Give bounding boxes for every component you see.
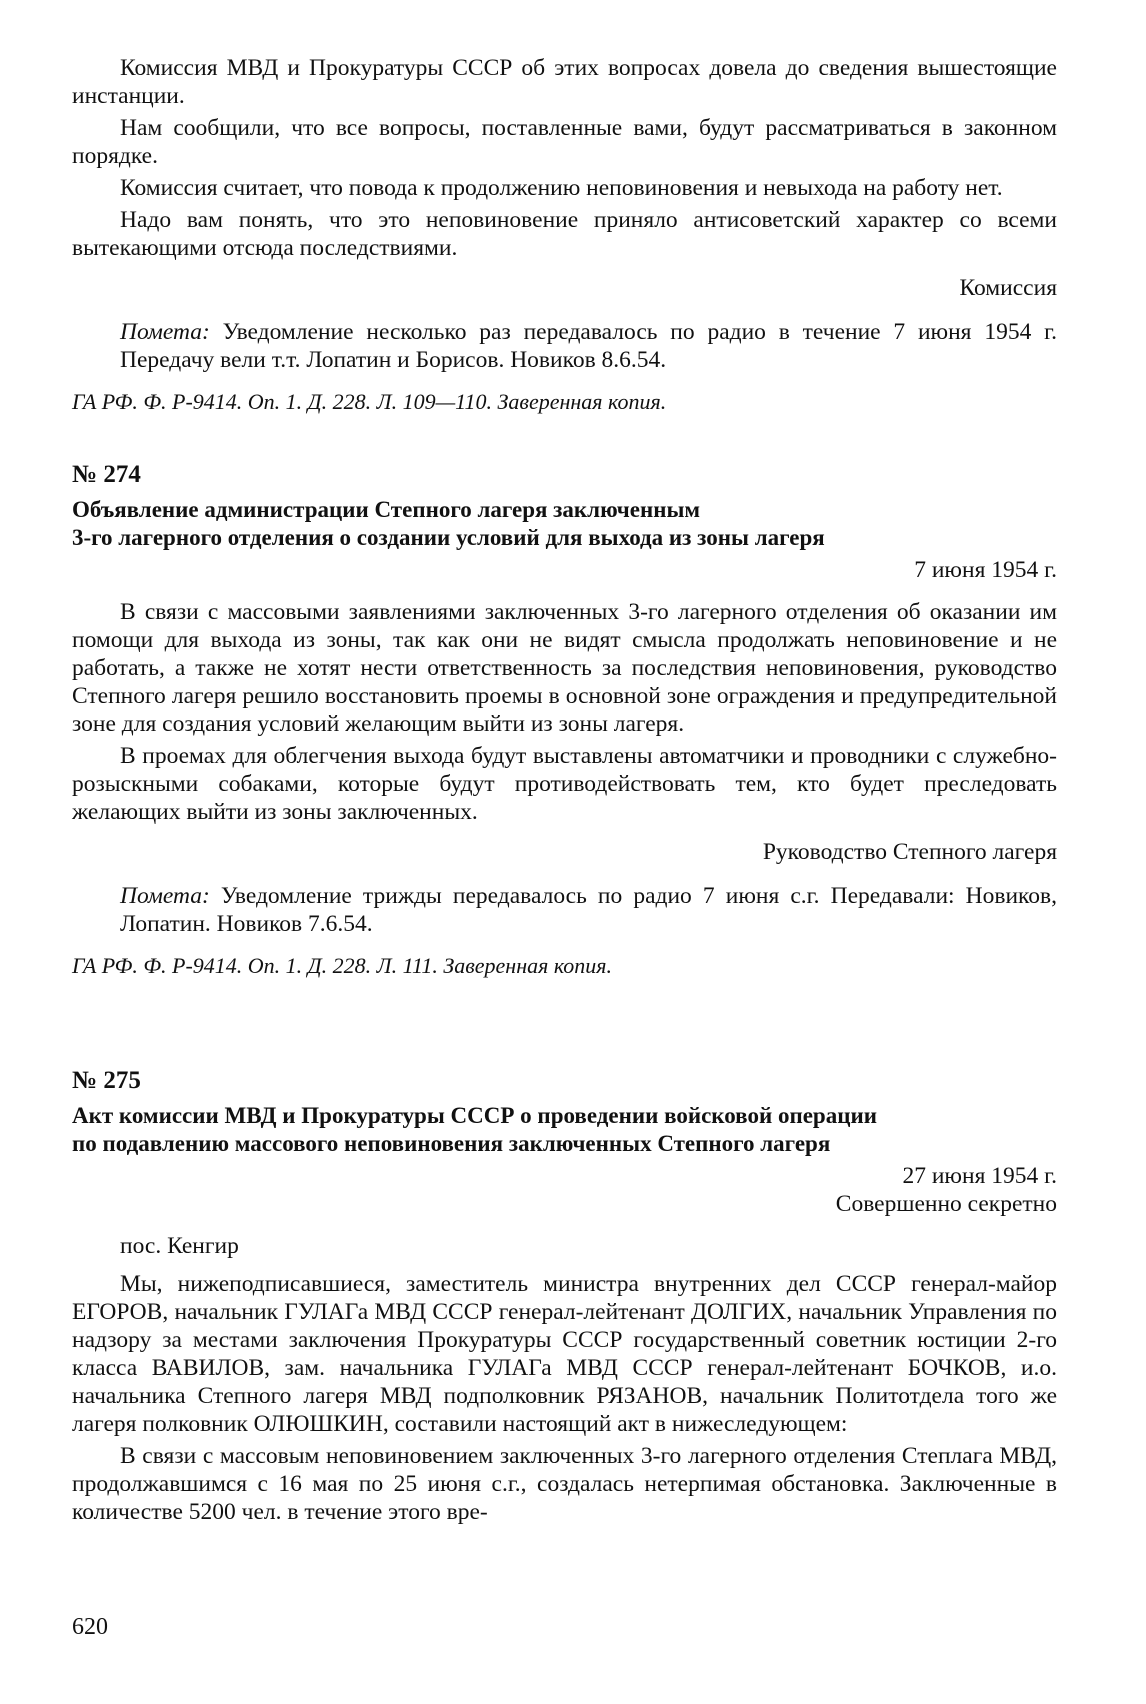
signature: Комиссия: [959, 275, 1057, 301]
paragraph: В связи с массовыми заявлениями заключенных 3-го лагерного отделения об оказании им помощи для выхода из зоны, так как они не видят смысла продолжать неповиновение и не работать, а также не хотят нести ответственность за последствия неповиновения, руководство Степного лагеря решило восстановить проемы в основной зоне ограждения и предупредительной зоне для создания условий желающим выйти из зоны лагеря.: [72, 599, 1057, 737]
note-text: Уведомление трижды передавалось по радио 7 июня с.г. Передавали: Новиков, Лопатин. Новиков 7.6.54.: [120, 883, 1057, 937]
document-274: [72, 460, 1057, 980]
place: пос. Кенгир: [120, 1233, 239, 1259]
document-275: [72, 1066, 1057, 1526]
paragraph: Надо вам понять, что это неповиновение приняло антисоветский характер со всеми вытекающими отсюда последствиями.: [72, 207, 1057, 261]
paragraph: Мы, нижеподписавшиеся, заместитель министра внутренних дел СССР генерал-майор ЕГОРОВ, начальник ГУЛАГа МВД СССР генерал-лейтенант ДОЛГИХ, начальник Управления по надзору за местами заключения Прокуратуры СССР государственный советник юстиции 2-го класса ВАВИЛОВ, зам. начальника ГУЛАГа МВД СССР генерал-лейтенант БОЧКОВ, и.о. начальника Степного лагеря МВД подполковник РЯЗАНОВ, начальник Политотдела того же лагеря полковник ОЛЮШКИН, составили настоящий акт в нижеследующем:: [72, 1271, 1057, 1437]
document-date: 27 июня 1954 г.: [902, 1163, 1057, 1189]
page-number: 620: [72, 1614, 108, 1640]
paragraph: В проемах для облегчения выхода будут выставлены автоматчики и проводники с служебно-розыскными собаками, которые будут противодействовать тем, кто будет преследовать желающих выйти из зоны заключенных.: [72, 743, 1057, 825]
paragraph: Нам сообщили, что все вопросы, поставленные вами, будут рассматриваться в законном порядке.: [72, 115, 1057, 169]
note: [72, 882, 1057, 938]
note: [72, 318, 1057, 374]
note-label: Помета:: [120, 319, 210, 345]
document-title-line: по подавлению массового неповиновения заключенных Степного лагеря: [72, 1131, 831, 1156]
document-number: № 275: [72, 1067, 141, 1094]
paragraph: Комиссия МВД и Прокуратуры СССР об этих вопросах довела до сведения вышестоящие инстанции.: [72, 55, 1057, 109]
previous-document-tail: [72, 54, 1057, 416]
archive-source: ГА РФ. Ф. Р-9414. Оп. 1. Д. 228. Л. 109—110. Заверенная копия.: [72, 389, 667, 414]
document-date: 7 июня 1954 г.: [914, 557, 1057, 583]
archive-source: ГА РФ. Ф. Р-9414. Оп. 1. Д. 228. Л. 111. Заверенная копия.: [72, 953, 613, 978]
signature: Руководство Степного лагеря: [762, 839, 1057, 865]
document-number: № 274: [72, 461, 141, 488]
note-label: Помета:: [120, 883, 210, 909]
note-text: Уведомление несколько раз передавалось по радио в течение 7 июня 1954 г. Передачу вели т.т. Лопатин и Борисов. Новиков 8.6.54.: [120, 319, 1057, 373]
document-title-line: 3-го лагерного отделения о создании условий для выхода из зоны лагеря: [72, 525, 825, 550]
document-title-line: Акт комиссии МВД и Прокуратуры СССР о проведении войсковой операции: [72, 1103, 877, 1128]
document-title-line: Объявление администрации Степного лагеря заключенным: [72, 497, 701, 522]
classification-stamp: Совершенно секретно: [835, 1191, 1057, 1217]
paragraph: В связи с массовым неповиновением заключенных 3-го лагерного отделения Степлага МВД, продолжавшимся с 16 мая по 25 июня с.г., создалась нетерпимая обстановка. Заключенные в количестве 5200 чел. в течение этого вре-: [72, 1443, 1057, 1525]
paragraph: Комиссия считает, что повода к продолжению неповиновения и невыхода на работу нет.: [120, 175, 1003, 201]
